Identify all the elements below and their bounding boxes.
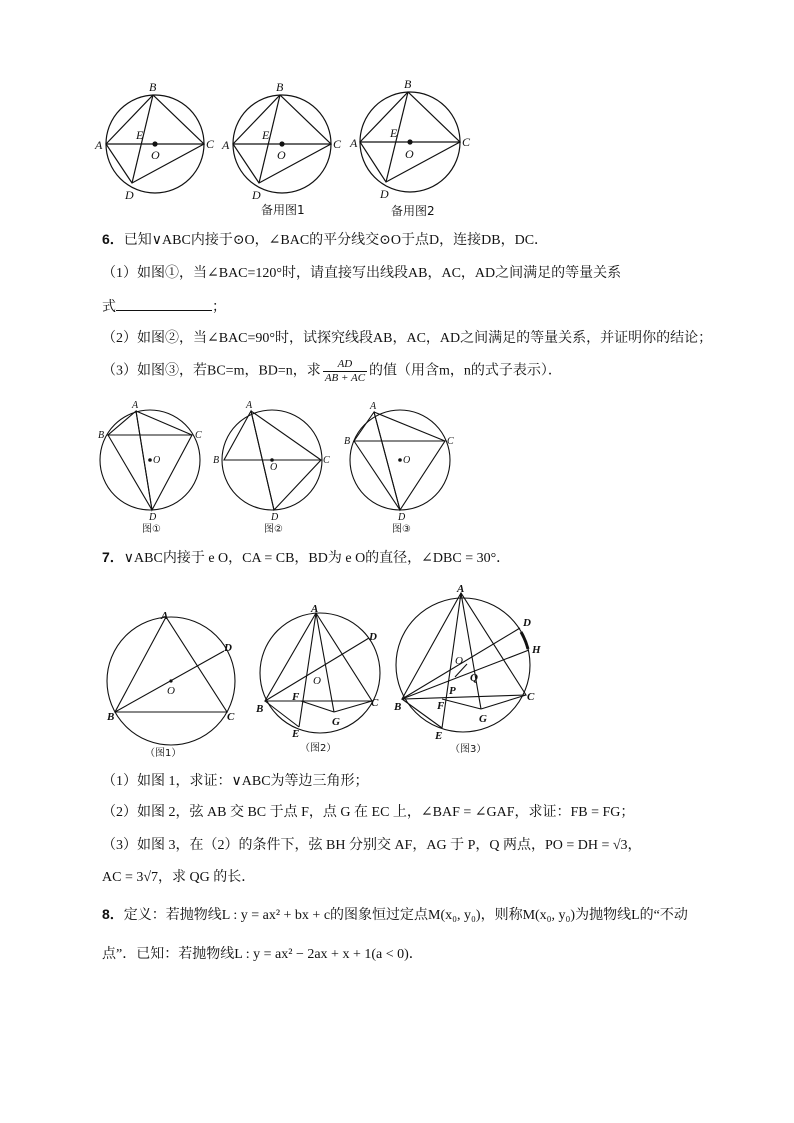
- point-label-d: D: [523, 617, 531, 629]
- point-label-b: B: [107, 711, 115, 723]
- point-label-o: O: [277, 148, 286, 162]
- top-figure-backup-1: [221, 78, 351, 218]
- q8-line2: 点”．已知：若抛物线L : y = ax² − 2ax + x + 1(a < 0)．: [102, 947, 423, 962]
- q6-part1-suffix: ；: [212, 300, 226, 315]
- point-label-o: O: [153, 455, 161, 466]
- point-label-c: C: [527, 691, 535, 703]
- q8-line1: [102, 904, 688, 926]
- question-number-8: 8．: [102, 906, 124, 922]
- fraction-denominator: AB + AC: [324, 372, 366, 384]
- q7-part3: （3）如图 3，在（2）的条件下，弦 BH 分别交 AF，AG 于 P，Q 两点，PO = DH = √3，: [102, 838, 642, 853]
- q6-part3-prefix: （3）如图③，若BC=m，BD=n，求: [102, 363, 321, 379]
- point-label-g: G: [332, 716, 340, 728]
- point-label-d: D: [369, 631, 377, 643]
- answer-blank[interactable]: [116, 296, 212, 311]
- point-label-b: B: [276, 80, 284, 94]
- point-label-a: A: [161, 610, 169, 622]
- point-label-d: D: [252, 188, 261, 202]
- point-label-e: E: [292, 728, 300, 740]
- point-label-o: O: [403, 455, 411, 466]
- point-label-b: B: [404, 77, 412, 91]
- point-label-e: E: [390, 126, 398, 140]
- q6-figure-2: [211, 400, 335, 535]
- point-label-b: B: [394, 701, 402, 713]
- q7-stem-text: ∨ABC内接于 e O，CA = CB，BD为 e O的直径，∠DBC = 30°．: [123, 551, 511, 566]
- point-label-a: A: [95, 138, 103, 152]
- point-label-d: D: [149, 512, 157, 523]
- figure-caption-2: （图2）: [300, 743, 337, 754]
- point-label-f: F: [437, 700, 445, 712]
- point-label-d: D: [398, 512, 406, 523]
- fraction-numerator: AD: [323, 358, 367, 372]
- point-label-c: C: [462, 135, 471, 149]
- point-label-q: Q: [470, 672, 478, 684]
- point-label-o: O: [313, 675, 321, 687]
- fraction-ad-over-ab-plus-ac: [323, 358, 367, 385]
- point-label-c: C: [227, 711, 235, 723]
- point-label-o: O: [151, 148, 160, 162]
- top-figure-main: [95, 78, 225, 203]
- question-number-6: 6．: [102, 231, 124, 247]
- point-label-b: B: [98, 430, 105, 441]
- point-label-e: E: [136, 128, 144, 142]
- q6-part1-continued: [102, 296, 226, 318]
- q6-stem-text: 已知∨ABC内接于⊙O，∠BAC的平分线交⊙O于点D，连接DB，DC．: [123, 233, 549, 248]
- q7-figure-2: [252, 600, 392, 760]
- q6-figure-3: [342, 400, 460, 535]
- q6-figure-1: [96, 400, 208, 535]
- point-label-b: B: [149, 80, 157, 94]
- point-label-a: A: [370, 401, 377, 412]
- point-label-b: B: [344, 436, 351, 447]
- figure-caption-backup-2: 备用图2: [391, 204, 435, 218]
- point-label-c: C: [323, 455, 330, 466]
- q6-part2: （2）如图②，当∠BAC=90°时，试探究线段AB，AC，AD之间满足的等量关系，并证明你的结论；: [102, 331, 713, 346]
- point-label-c: C: [206, 137, 215, 151]
- q7-stem: [102, 547, 510, 569]
- point-label-g: G: [479, 713, 487, 725]
- point-label-p: P: [449, 685, 456, 697]
- point-label-a: A: [132, 400, 139, 411]
- point-label-d: D: [271, 512, 279, 523]
- q8-definition-text: 定义：若抛物线L : y = ax² + bx + c的图象恒过定点M(x₀, y₀)，则称M(x₀, y₀)为抛物线L的“不动: [123, 908, 688, 923]
- top-figure-backup-2: [349, 74, 479, 220]
- point-label-b: B: [256, 703, 264, 715]
- q7-part3-continued: AC = 3√7，求 QG 的长．: [102, 870, 256, 885]
- q7-figure-1: [103, 605, 243, 760]
- q7-figure-3: [392, 582, 552, 757]
- point-label-o: O: [270, 462, 278, 473]
- point-label-d: D: [380, 187, 389, 201]
- q7-part2: （2）如图 2，弦 AB 交 BC 于点 F，点 G 在 EC 上，∠BAF = ∠GAF，求证：FB = FG；: [102, 805, 635, 820]
- point-label-b: B: [213, 455, 220, 466]
- q7-part1: （1）如图 1，求证：∨ABC为等边三角形；: [102, 774, 369, 789]
- point-label-a: A: [311, 603, 319, 615]
- point-label-o: O: [167, 685, 175, 697]
- point-label-a: A: [246, 400, 253, 411]
- q6-part1: （1）如图①，当∠BAC=120°时，请直接写出线段AB，AC，AD之间满足的等量关系: [102, 266, 622, 281]
- point-label-h: H: [532, 644, 541, 656]
- point-label-d: D: [125, 188, 134, 202]
- point-label-o: O: [455, 655, 463, 667]
- figure-caption-backup-1: 备用图1: [261, 203, 305, 217]
- figure-caption-2: 图②: [264, 524, 283, 535]
- point-label-e: E: [435, 730, 443, 742]
- q6-stem: [102, 229, 548, 251]
- point-label-f: F: [292, 691, 300, 703]
- point-label-a: A: [457, 583, 465, 595]
- point-label-c: C: [371, 697, 379, 709]
- q6-part3-suffix: 的值（用含m，n的式子表示）．: [369, 363, 562, 379]
- figure-caption-1: 图①: [142, 524, 161, 535]
- point-label-e: E: [262, 128, 270, 142]
- point-label-c: C: [447, 436, 454, 447]
- figure-caption-3: （图3）: [450, 744, 487, 755]
- point-label-d: D: [224, 642, 232, 654]
- point-label-c: C: [333, 137, 342, 151]
- figure-caption-1: （图1）: [145, 748, 182, 759]
- point-label-a: A: [350, 136, 358, 150]
- q6-part1-prefix: 式: [102, 300, 116, 315]
- point-label-a: A: [222, 138, 230, 152]
- point-label-o: O: [405, 147, 414, 161]
- point-label-c: C: [195, 430, 202, 441]
- figure-caption-3: 图③: [392, 524, 411, 535]
- question-number-7: 7．: [102, 549, 124, 565]
- q6-part3: [102, 358, 562, 385]
